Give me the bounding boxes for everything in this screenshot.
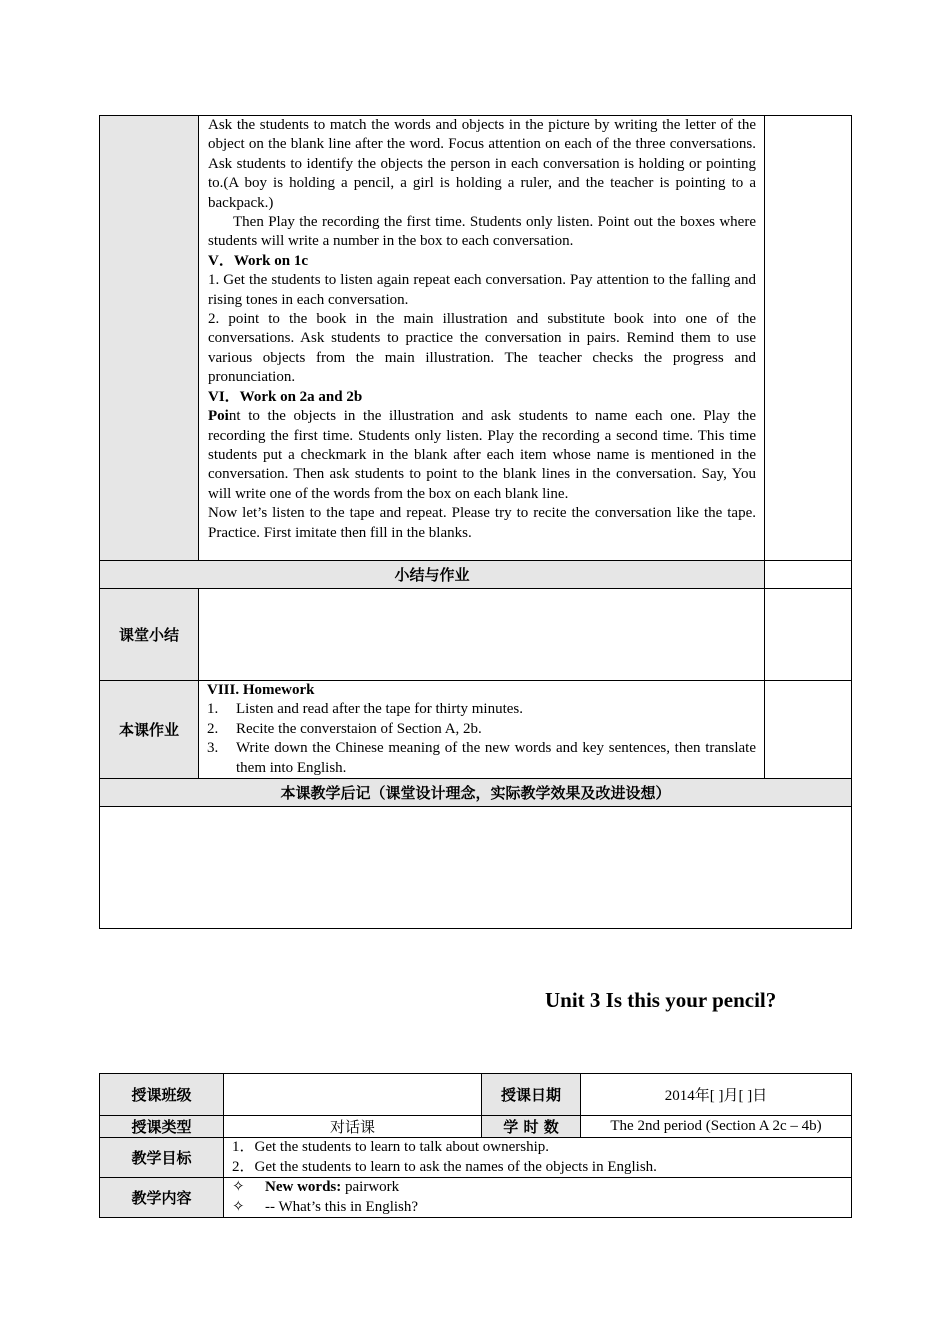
section-5-item-1: 1. Get the students to listen again repeat each conversation. Pay attention to the falling and rising tones in each conversation. [208, 272, 756, 308]
procedure-para-2: Then Play the recording the first time. Students only listen. Point out the boxes where students will write a number in the box to each conversation. [208, 214, 756, 250]
homework-item-number: 2. [207, 720, 219, 737]
date-label: 授课日期 [482, 1074, 581, 1116]
homework-item-text: Listen and read after the tape for thirty minutes. [236, 701, 523, 718]
procedure-label-cell [100, 116, 199, 561]
diamond-bullet-icon: ✧ [232, 1198, 245, 1215]
unit-title: Unit 3 Is this your pencil? [545, 988, 777, 1012]
type-value: 对话课 [224, 1116, 482, 1138]
reflection-header: 本课教学后记（课堂设计理念，实际教学效果及改进设想） [100, 779, 852, 807]
homework-item [207, 739, 756, 778]
content-line-2 [232, 1198, 843, 1218]
notes-cell [765, 681, 852, 779]
homework-item-number: 3. [207, 740, 219, 757]
class-value [224, 1074, 482, 1116]
homework-item-text: Recite the converstaion of Section A, 2b. [236, 720, 482, 737]
diamond-bullet-icon: ✧ [232, 1179, 245, 1196]
hours-label: 学 时 数 [482, 1116, 581, 1138]
lesson-table [99, 115, 852, 929]
section-6-para-rest: nt to the objects in the illustration and ask students to name each one. Play the recording the first time. Students only listen. Play the recording a second time. This time students put a checkmark in the blank after each item whose name is mentioned in the conversation. Then ask students to point to the blank lines in the conversation. Say, You will write one of the words from the box on each blank line. [208, 408, 756, 502]
section-6-para [208, 407, 756, 504]
procedure-para-1: Ask the students to match the words and objects in the picture by writing the letter of the object on the blank line after the word. Focus attention on each of the three conversations. Ask students to identify the objects the person in each conversation is holding or pointing to.(A boy is holding a pencil, a girl is holding a ruler, and the teacher is pointing to a backpack.) [208, 117, 756, 211]
goals-content [224, 1138, 852, 1178]
summary-header: 小结与作业 [100, 561, 765, 589]
section-6-bold-start: Poi [208, 408, 229, 425]
class-summary-content [199, 589, 765, 681]
homework-item-text: Write down the Chinese meaning of the new words and key sentences, then translate them into English. [236, 740, 756, 776]
class-label: 授课班级 [100, 1074, 224, 1116]
homework-item [207, 720, 756, 739]
lesson-info-table [99, 1073, 852, 1218]
content-label: 教学内容 [100, 1178, 224, 1218]
notes-cell [765, 116, 852, 561]
hours-value: The 2nd period (Section A 2c – 4b) [581, 1116, 852, 1138]
procedure-content-cell [199, 116, 765, 561]
new-words-label: New words: [265, 1179, 342, 1196]
section-6-title: VI．Work on 2a and 2b [208, 388, 363, 405]
homework-item-number: 1. [207, 701, 219, 718]
homework-list [207, 700, 756, 778]
homework-title: VIII. Homework [207, 682, 315, 698]
goal-item: 2．Get the students to learn to ask the names of the objects in English. [232, 1158, 657, 1175]
date-value: 2014年[ ]月[ ]日 [581, 1074, 852, 1116]
content-line-1 [232, 1178, 843, 1198]
reflection-content [100, 807, 852, 929]
section-5-title: V．Work on 1c [208, 252, 309, 269]
notes-cell [765, 589, 852, 681]
notes-cell [765, 561, 852, 589]
homework-item [207, 700, 756, 719]
content-sentence: -- What’s this in English? [265, 1198, 419, 1215]
goals-label: 教学目标 [100, 1138, 224, 1178]
section-5-item-2: 2. point to the book in the main illustration and substitute book into one of the conversations. Ask students to practice the conversation in pairs. Remind them to use various objects from the main illustration. The teacher checks the progress and pronunciation. [208, 311, 756, 386]
content-cell [224, 1178, 852, 1218]
new-words-value: pairwork [341, 1179, 400, 1196]
section-6-para-2: Now let’s listen to the tape and repeat. Please try to recite the conversation like the tape. Practice. First imitate then fill in the blanks. [208, 505, 756, 541]
homework-content [199, 681, 765, 779]
class-summary-label: 课堂小结 [100, 589, 199, 681]
goal-item: 1．Get the students to learn to talk about ownership. [232, 1139, 550, 1155]
type-label: 授课类型 [100, 1116, 224, 1138]
homework-label: 本课作业 [100, 681, 199, 779]
